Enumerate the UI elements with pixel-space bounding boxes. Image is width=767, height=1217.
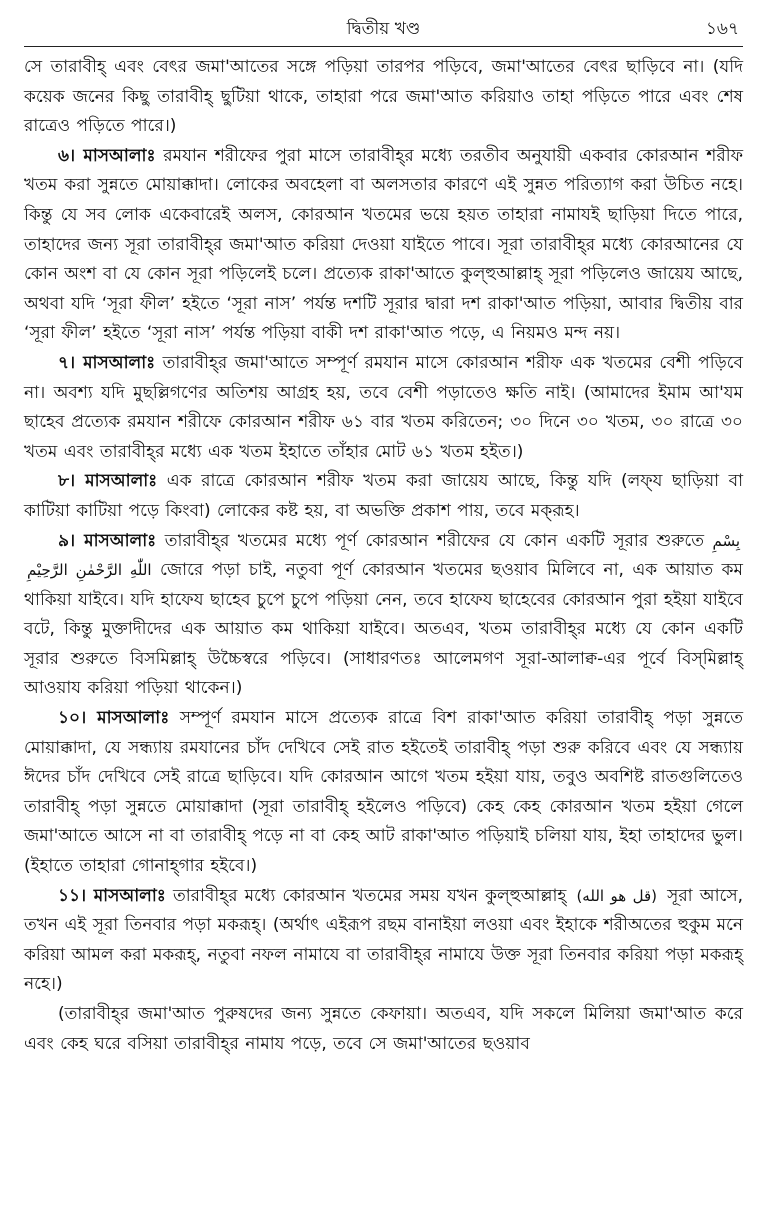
masala-7	[24, 349, 743, 467]
page-number: ১৬৭	[705, 19, 739, 39]
paragraph-text: (তারাবীহ্‌র জমা'আত পুরুষদের জন্য সুন্নতে কেফায়া। অতএব, যদি সকলে মিলিয়া জমা'আত করে এবং কেহ ঘরে বসিয়া তারাবীহ্‌র নামায পড়ে, তবে সে জমা'আতের ছওয়াব	[24, 1004, 743, 1054]
page-header	[24, 12, 743, 47]
masala-heading: ১০। মাসআলাঃ	[58, 708, 170, 729]
masala-heading: ৭। মাসআলাঃ	[58, 352, 156, 373]
paragraph-continuation	[24, 53, 743, 142]
masala-8	[24, 467, 743, 526]
paragraph-text: সে তারাবীহ্‌ এবং বেৎর জমা'আতের সঙ্গে পড়িয়া তারপর পড়িবে, জমা'আতের বেৎর ছাড়িবে না। (যদি কয়েক জনের কিছু তারাবীহ্‌ ছুটিয়া থাকে, তাহারা পরে জমা'আত করিয়াও তাহা পড়িতে পারে এবং শেষ রাত্রেও পড়িতে পারে।)	[24, 57, 743, 137]
paragraph-text-continued: সূরা আসে, তখন এই সূরা তিনবার পড়া মকরূহ্‌। (অর্থাৎ এইরূপ রছম বানাইয়া লওয়া এবং ইহাকে শরীঅতের হুকুম মনে করিয়া আমল করা মকরূহ্‌, নতুবা নফল নামাযে বা তারাবীহ্‌র নামাযে উক্ত সূরা তিনবার করিয়া পড়া মকরূহ্‌ নহে।)	[24, 885, 743, 995]
masala-heading: ৯। মাসআলাঃ	[58, 530, 157, 551]
paragraph-text-continued: জোরে পড়া চাই, নতুবা পূর্ণ কোরআন খতমের ছওয়াব মিলিবে না, এক আয়াত কম থাকিয়া যাইবে। যদি হাফেয ছাহেব চুপে চুপে পড়িয়া নেন, তবে হাফেয ছাহেবের কোরআন পুরা হইয়া যাইবে বটে, কিন্তু মুক্তাদীদের এক আয়াত কম থাকিয়া যাইবে। অতএব, খতম তারাবীহ্‌র মধ্যে যে কোন একটি সূরার শুরুতে বিসমিল্লাহ্‌ উচ্চৈস্বরে পড়িবে। (সাধারণতঃ আলেমগণ সূরা-আলাক্ব-এর পূর্বে বিস্‌মিল্লাহ্‌ আওয়ায করিয়া পড়িয়া থাকেন।)	[24, 560, 743, 699]
masala-heading: ৮। মাসআলাঃ	[58, 471, 158, 492]
masala-6	[24, 142, 743, 349]
paragraph-text: তারাবীহ্‌র মধ্যে কোরআন খতমের সময় যখন কুল্‌হুআল্লাহ্‌	[172, 885, 567, 906]
paragraph-text: রমযান শরীফের পুরা মাসে তারাবীহ্‌র মধ্যে তরতীব অনুযায়ী একবার কোরআন শরীফ খতম করা সুন্নতে মোয়াক্কাদা। লোকের অবহেলা বা অলসতার কারণে এই সুন্নত পরিত্যাগ করা উচিত নহে। কিন্তু যে সব লোক একেবারেই অলস, কোরআন খতমের ভয়ে হয়ত তাহারা নামাযই ছাড়িয়া দিতে পারে, তাহাদের জন্য সূরা তারাবীহ্‌র জমা'আত করিয়া দেওয়া যাইতে পাবে। সূরা তারাবীহ্‌র মধ্যে কোরআনের যে কোন অংশ বা যে কোন সূরা পড়িলেই চলে। প্রত্যেক রাকা'আতে কুল্‌হুআল্লাহ্‌ সূরা পড়িলেও জায়েয আছে, অথবা যদি ‘সূরা ফীল’ হইতে ‘সূরা নাস’ পর্যন্ত দশটি সূরার দ্বারা দশ রাকা'আত পড়িয়া, আবার দ্বিতীয় বার ‘সূরা ফীল’ হইতে ‘সূরা নাস’ পর্যন্ত পড়িয়া বাকী দশ রাকা'আত পড়ে, এ নিয়মও মন্দ নয়।	[24, 145, 743, 344]
paragraph-text: এক রাত্রে কোরআন শরীফ খতম করা জায়েয আছে, কিন্তু যদি (লফ্‌য ছাড়িয়া বা কাটিয়া কাটিয়া পড়ে কিংবা) লোকের কষ্ট হয়, বা অভক্তি প্রকাশ পায়, তবে মক্‌রূহ।	[24, 471, 743, 521]
masala-heading: ৬। মাসআলাঃ	[58, 145, 156, 166]
masala-10	[24, 704, 743, 882]
masala-heading: ১১। মাসআলাঃ	[58, 885, 166, 906]
paragraph-text: তারাবীহ্‌র খতমের মধ্যে পূর্ণ কোরআন শরীফের যে কোন একটি সূরার শুরুতে	[164, 530, 704, 551]
header-title: দ্বিতীয় খণ্ড	[346, 19, 421, 39]
paragraph-text: তারাবীহ্‌র জমা'আতে সম্পূর্ণ রমযান মাসে কোরআন শরীফ এক খতমের বেশী পড়িবে না। অবশ্য যদি মুছল্লিগণের অতিশয় আগ্রহ হয়, তবে বেশী পড়াতেও ক্ষতি নাই। (আমাদের ইমাম আ'যম ছাহেব প্রত্যেক রমযান শরীফে কোরআন শরীফ ৬১ বার খতম করিতেন; ৩০ দিনে ৩০ খতম, ৩০ রাত্রে ৩০ খতম এবং তারাবীহ্‌র মধ্যে এক খতম ইহাতে তাঁহার মোট ৬১ খতম হইত।)	[24, 352, 743, 462]
paragraph-text: সম্পূর্ণ রমযান মাসে প্রত্যেক রাত্রে বিশ রাকা'আত করিয়া তারাবীহ্‌ পড়া সুন্নতে মোয়াক্কাদা, যে সন্ধ্যায় রমযানের চাঁদ দেখিবে সেই রাত হইতেই তারাবীহ্‌ পড়া শুরু করিবে এবং যে সন্ধ্যায় ঈদের চাঁদ দেখিবে সেই রাত্রে ছাড়িবে। যদি কোরআন আগে খতম হইয়া যায়, তবুও অবশিষ্ট রাতগুলিতেও তারাবীহ্‌ পড়া সুন্নতে মোয়াক্কাদা (সূরা তারাবীহ্‌ হইলেও পড়িবে) কেহ কেহ কোরআন খতম হইয়া গেলে জমা'আতে আসে না বা তারাবীহ্‌ পড়ে না বা কেহ আট রাকা'আত পড়িয়াই চলিয়া যায়, ইহা তাহাদের ভুল। (ইহাতে তাহারা গোনাহ্‌গার হইবে।)	[24, 708, 743, 877]
masala-9	[24, 527, 743, 705]
qul-huwallah-arabic: (قل هو الله)	[576, 886, 657, 905]
bismillah-arabic: بِسْمِ اللّٰهِ الرَّحْمٰنِ الرَّحِيْمِ	[27, 531, 741, 580]
body-text	[24, 53, 743, 1059]
masala-11	[24, 882, 743, 1000]
paragraph-final	[24, 1000, 743, 1059]
